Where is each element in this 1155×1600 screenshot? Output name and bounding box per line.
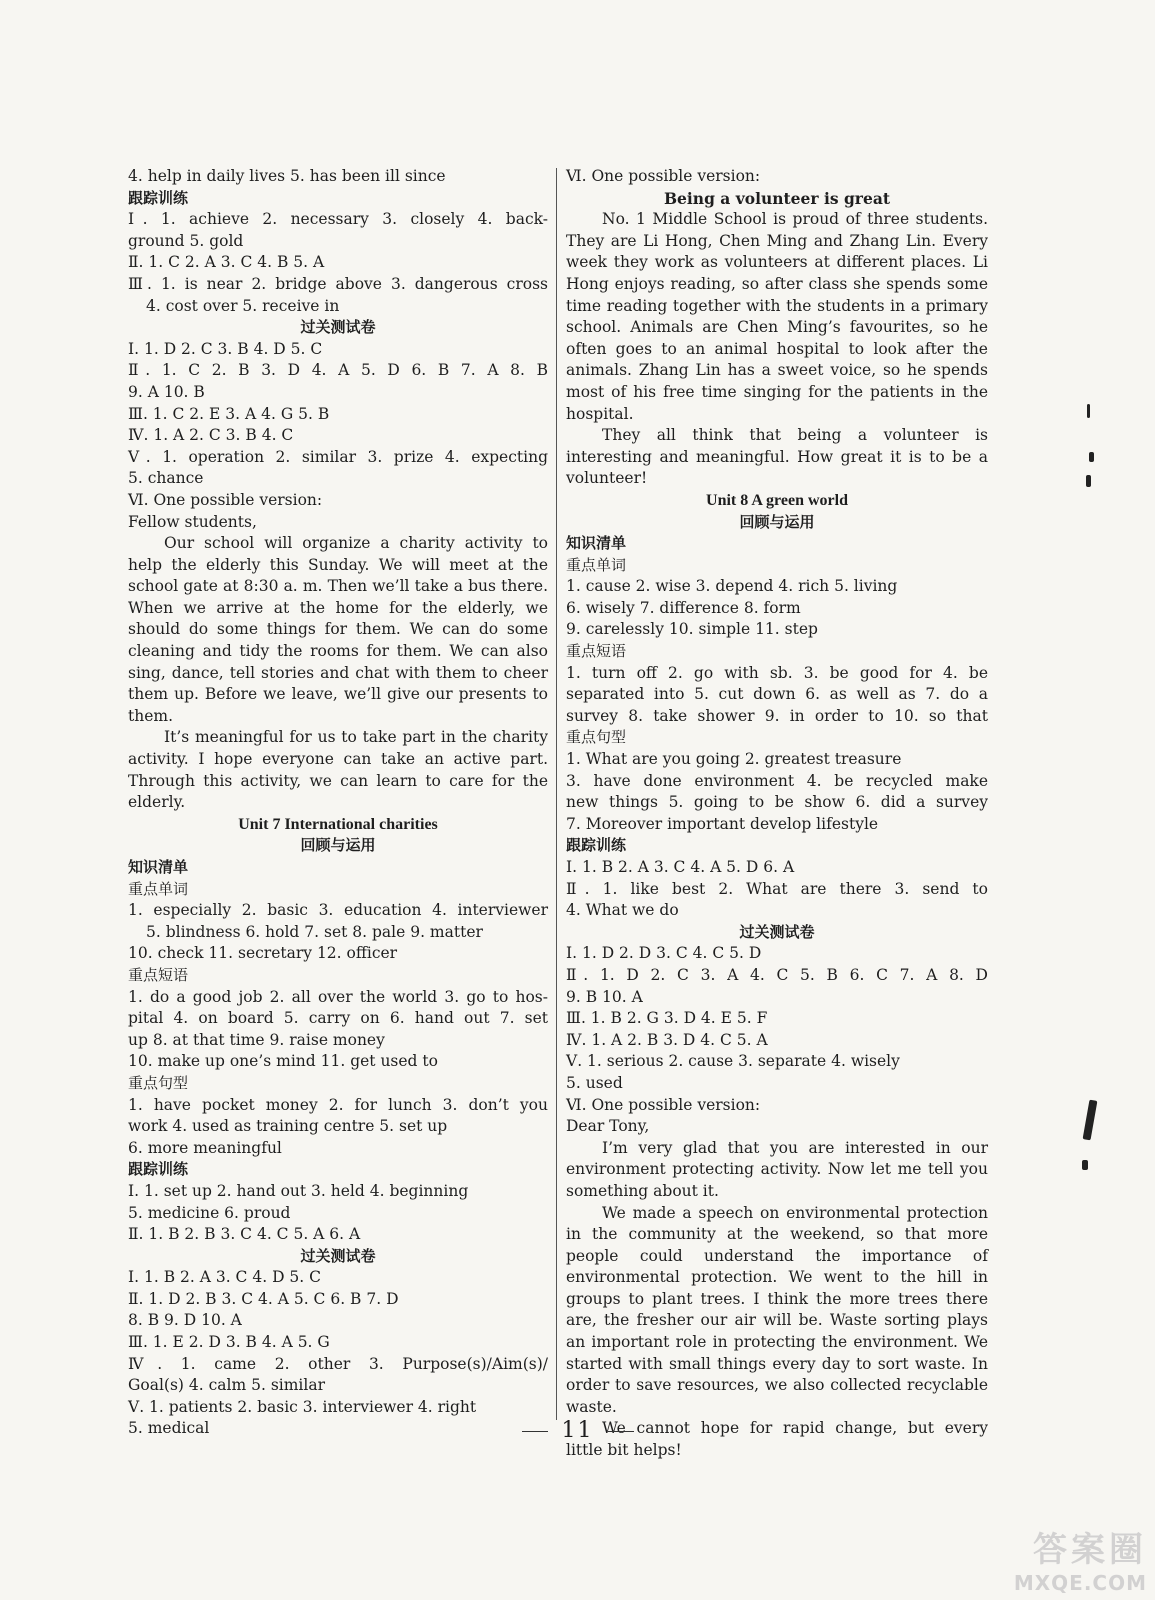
- right-answer-line: Ⅰ. 1. D 2. D 3. C 4. C 5. D: [566, 944, 762, 963]
- right-answer-line: Ⅳ. 1. A 2. B 3. D 4. C 5. A: [566, 1030, 768, 1049]
- left-answer-line: Ⅰ. 1. B 2. A 3. C 4. D 5. C: [128, 1268, 321, 1287]
- right-answer-line: Ⅵ. One possible version:: [566, 167, 761, 185]
- left-answer-line: 1. do a good job 2. all over the world 3. go to hos-: [128, 987, 548, 1006]
- left-subheading: 重点短语: [128, 965, 189, 984]
- right-answer-line: 1. turn off 2. go with sb. 3. be good for 4. be: [566, 663, 988, 682]
- right-answer-line: Ⅴ. 1. serious 2. cause 3. separate 4. wisely: [566, 1052, 900, 1071]
- left-answer-line: Ⅴ. 1. patients 2. basic 3. interviewer 4. right: [128, 1397, 477, 1416]
- left-answer-line: 9. A 10. B: [128, 382, 205, 401]
- left-column: [128, 166, 548, 1440]
- left-subheading: 重点句型: [128, 1073, 189, 1092]
- left-answer-line: 5. chance: [128, 469, 204, 488]
- left-answer-line: Goal(s) 4. calm 5. similar: [128, 1376, 325, 1395]
- right-answer-line: Ⅰ. 1. B 2. A 3. C 4. A 5. D 6. A: [566, 858, 795, 876]
- left-answer-line: 5. blindness 6. hold 7. set 8. pale 9. matter: [146, 922, 483, 941]
- left-answer-line: Ⅵ. One possible version:: [128, 490, 323, 509]
- watermark-url: MXQE.COM: [1013, 1571, 1147, 1595]
- right-section-heading: 知识清单: [566, 534, 627, 553]
- right-answer-line: survey 8. take shower 9. in order to 10. so that: [566, 706, 988, 725]
- left-answer-line: 5. medicine 6. proud: [128, 1203, 291, 1222]
- left-section-heading: 跟踪训练: [128, 188, 189, 207]
- right-subheading: 重点句型: [566, 728, 627, 747]
- right-answer-line: 4. What we do: [566, 901, 679, 920]
- left-answer-line: Ⅱ. 1. B 2. B 3. C 4. C 5. A 6. A: [128, 1225, 361, 1244]
- left-answer-line: Ⅴ. 1. operation 2. similar 3. prize 4. expecting: [128, 447, 548, 466]
- right-essay-paragraph: We made a speech on environmental protection in the community at the weekend, so that more people could understand the importance of environmental protection. We went to the hill in groups to plant trees. I think the more trees there are, the fresher our air will be. Waste sorting plays an important role in protecting the environment. We started with small things every day to sort waste. In order to save resources, we also collected recyclable waste.: [566, 1203, 988, 1416]
- left-unit-title: Unit 7 International charities: [238, 815, 438, 833]
- right-subheading: 重点单词: [566, 555, 627, 574]
- watermark-title: 答案圈: [1033, 1530, 1147, 1570]
- right-answer-line: Ⅲ. 1. B 2. G 3. D 4. E 5. F: [566, 1009, 768, 1028]
- right-answer-line: 9. B 10. A: [566, 987, 643, 1006]
- right-essay-paragraph: They all think that being a volunteer is interesting and meaningful. How great it is to be a volunteer!: [566, 426, 988, 488]
- right-answer-line: 3. have done environment 4. be recycled make: [566, 771, 988, 790]
- right-answer-line: 6. wisely 7. difference 8. form: [566, 598, 801, 617]
- page-number-value: 11: [561, 1418, 594, 1443]
- right-answer-line: 1. cause 2. wise 3. depend 4. rich 5. living: [566, 577, 898, 596]
- right-answer-line: 1. What are you going 2. greatest treasure: [566, 750, 902, 769]
- left-section-heading: 跟踪训练: [128, 1160, 189, 1179]
- right-section-heading: 跟踪训练: [566, 836, 627, 855]
- right-center-heading: 过关测试卷: [739, 922, 815, 941]
- page-number: [0, 1418, 1155, 1443]
- left-answer-line: Ⅲ. 1. E 2. D 3. B 4. A 5. G: [128, 1333, 330, 1352]
- scan-mark: [1086, 475, 1091, 487]
- left-answer-line: Ⅱ. 1. C 2. A 3. C 4. B 5. A: [128, 253, 325, 272]
- left-answer-line: Fellow students,: [128, 512, 257, 531]
- right-answer-line: 7. Moreover important develop lifestyle: [566, 814, 879, 833]
- right-essay-paragraph: No. 1 Middle School is proud of three students. They are Li Hong, Chen Ming and Zhang Lin. Every week they work as volunteers at different places. Li Hong enjoys reading, so after class she spends some time reading together with the students in a primary school. Animals are Chen Ming’s favourites, so he often goes to an animal hospital to look after the animals. Zhang Lin has a sweet voice, so he spends most of his free time singing for the patients in the hospital.: [566, 210, 988, 423]
- left-answer-line: Ⅰ. 1. D 2. C 3. B 4. D 5. C: [128, 339, 323, 358]
- left-center-heading: 过关测试卷: [300, 1246, 376, 1265]
- left-center-heading: 过关测试卷: [300, 318, 376, 337]
- right-answer-line: 9. carelessly 10. simple 11. step: [566, 620, 818, 639]
- right-subheading: 重点短语: [566, 642, 627, 661]
- column-divider: [556, 168, 557, 1420]
- left-answer-line: Ⅰ. 1. set up 2. hand out 3. held 4. beginning: [128, 1181, 469, 1200]
- right-answer-line: Dear Tony,: [566, 1117, 650, 1136]
- left-answer-line: 4. help in daily lives 5. has been ill since: [128, 167, 446, 185]
- left-answer-line: Ⅱ. 1. C 2. B 3. D 4. A 5. D 6. B 7. A 8. B: [128, 361, 548, 380]
- right-center-heading: 回顾与运用: [739, 512, 815, 531]
- right-essay-paragraph: We cannot hope for rapid change, but every little bit helps!: [566, 1419, 988, 1460]
- right-answer-line: Ⅱ. 1. D 2. C 3. A 4. C 5. B 6. C 7. A 8. D: [566, 965, 988, 984]
- right-answer-line: new things 5. going to be show 6. did a survey: [566, 793, 988, 812]
- right-answer-line: Ⅱ. 1. like best 2. What are there 3. send to: [566, 879, 988, 898]
- left-answer-line: 10. check 11. secretary 12. officer: [128, 944, 398, 963]
- scan-mark: [1083, 1100, 1098, 1141]
- left-answer-line: Ⅲ. 1. is near 2. bridge above 3. dangerous cross: [128, 274, 548, 293]
- scan-mark: [1087, 404, 1090, 418]
- left-answer-line: Ⅰ. 1. achieve 2. necessary 3. closely 4. back-: [128, 210, 548, 229]
- scan-mark: [1089, 452, 1094, 462]
- page-number-dash-left: [522, 1431, 548, 1432]
- left-essay-paragraph: It’s meaningful for us to take part in the charity activity. I hope everyone can take an active part. Through this activity, we can learn to care for the elderly.: [128, 728, 548, 812]
- left-answer-line: Ⅳ. 1. came 2. other 3. Purpose(s)/Aim(s)/: [128, 1354, 548, 1373]
- left-answer-line: work 4. used as training centre 5. set up: [128, 1117, 448, 1136]
- left-section-heading: 知识清单: [128, 858, 189, 876]
- scan-mark: [1082, 1160, 1088, 1170]
- left-answer-line: 5. medical: [128, 1419, 210, 1438]
- left-answer-line: ground 5. gold: [128, 231, 244, 250]
- right-answer-line: 5. used: [566, 1073, 623, 1092]
- right-essay-paragraph: I’m very glad that you are interested in our environment protecting activity. Now let me tell you something about it.: [566, 1138, 988, 1200]
- right-essay-title: Being a volunteer is great: [663, 188, 891, 208]
- left-answer-line: up 8. at that time 9. raise money: [128, 1030, 385, 1049]
- left-essay-paragraph: Our school will organize a charity activity to help the elderly this Sunday. We will meet at the school gate at 8:30 a. m. Then we’ll take a bus there. When we arrive at the home for the elderly, we should do some things for them. We can do some cleaning and tidy the rooms for them. We can also sing, dance, tell stories and chat with them to cheer them up. Before we leave, we’ll give our presents to them.: [128, 534, 548, 725]
- left-answer-line: 4. cost over 5. receive in: [146, 296, 340, 315]
- site-watermark: [957, 1522, 1147, 1595]
- left-answer-line: 10. make up one’s mind 11. get used to: [128, 1052, 438, 1071]
- page-number-dash-right: [608, 1431, 634, 1432]
- left-answer-line: 6. more meaningful: [128, 1138, 282, 1157]
- right-answer-line: Ⅵ. One possible version:: [566, 1095, 761, 1114]
- right-unit-title: Unit 8 A green world: [706, 491, 848, 509]
- right-answer-line: separated into 5. cut down 6. as well as 7. do a: [566, 685, 988, 704]
- left-center-heading: 回顾与运用: [300, 836, 376, 855]
- right-column: [566, 166, 988, 1462]
- left-answer-line: Ⅳ. 1. A 2. C 3. B 4. C: [128, 426, 294, 445]
- left-answer-line: 1. have pocket money 2. for lunch 3. don’t you: [128, 1095, 548, 1114]
- left-answer-line: Ⅲ. 1. C 2. E 3. A 4. G 5. B: [128, 404, 330, 423]
- left-answer-line: Ⅱ. 1. D 2. B 3. C 4. A 5. C 6. B 7. D: [128, 1289, 399, 1308]
- left-answer-line: pital 4. on board 5. carry on 6. hand out 7. set: [128, 1009, 548, 1028]
- left-answer-line: 1. especially 2. basic 3. education 4. interviewer: [128, 901, 548, 920]
- left-answer-line: 8. B 9. D 10. A: [128, 1311, 242, 1330]
- left-subheading: 重点单词: [128, 879, 189, 898]
